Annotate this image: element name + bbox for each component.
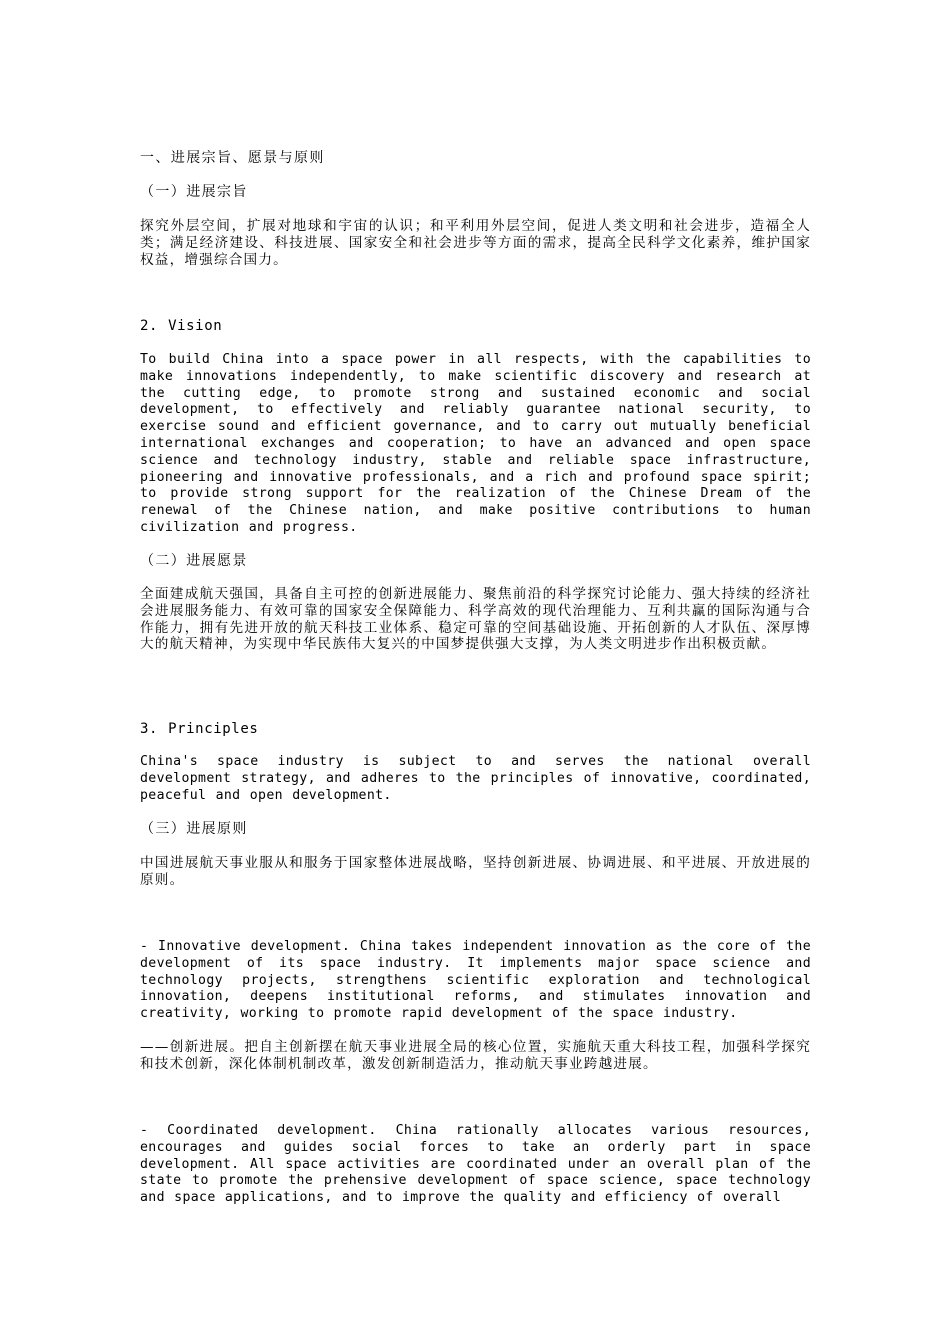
principles-heading-en: 3. Principles [140,721,259,737]
principles-heading-zh: （三）进展原则 [140,821,248,837]
innovative-development-paragraph-en: - Innovative development. China takes independent innovation as the core of the development of its space industry. It implements major space science and technology projects, strengthens scientific exploration and technological innovation, deepens institutional reforms, and stimulates innovation and creativity, working to promote rapid development of the space industry. [140,939,811,1022]
section-heading: 一、进展宗旨、愿景与原则 [140,150,325,166]
vision-heading-zh: （二）进展愿景 [140,553,248,569]
vision-paragraph-zh: 全面建成航天强国，具备自主可控的创新进展能力、聚焦前沿的科学探究讨论能力、强大持续的经济社会进展服务能力、有效可靠的国家安全保障能力、科学高效的现代治理能力、互利共赢的国际沟通与合作能力，拥有先进开放的航天科技工业体系、稳定可靠的空间基础设施、开拓创新的人才队伍、深厚博大的航天精神，为实现中华民族伟大复兴的中国梦提供强大支撑，为人类文明进步作出积极贡献。 [140,586,811,653]
purpose-paragraph-zh: 探究外层空间，扩展对地球和宇宙的认识；和平利用外层空间，促进人类文明和社会进步，造福全人类；满足经济建设、科技进展、国家安全和社会进步等方面的需求，提高全民科学文化素养，维护国家权益，增强综合国力。 [140,218,811,268]
principles-paragraph-zh: 中国进展航天事业服从和服务于国家整体进展战略，坚持创新进展、协调进展、和平进展、开放进展的原则。 [140,855,811,888]
vision-paragraph-en: To build China into a space power in all respects, with the capabilities to make innovations independently, to make scientific discovery and research at the cutting edge, to promote strong and sustained economic and social development, to effectively and reliably guarantee national security, to exercise sound and efficient governance, and to carry out mutually beneficial international exchanges and cooperation; to have an advanced and open space science and technology industry, stable and reliable space infrastructure, pioneering and innovative professionals, and a rich and profound space spirit; to provide strong support for the realization of the Chinese Dream of the renewal of the Chinese nation, and make positive contributions to human civilization and progress. [140,352,811,535]
purpose-heading-zh: （一）进展宗旨 [140,184,248,200]
innovative-development-paragraph-zh: ——创新进展。把自主创新摆在航天事业进展全局的核心位置，实施航天重大科技工程，加强科学探究和技术创新，深化体制机制改革，激发创新制造活力，推动航天事业跨越进展。 [140,1039,811,1072]
vision-heading-en: 2. Vision [140,318,223,334]
coordinated-development-paragraph-en: - Coordinated development. China rationally allocates various resources, encourages and guides social forces to take an orderly part in space development. All space activities are coordinated under an overall plan of the state to promote the prehensive development of space science, space technology and space applications, and to improve the quality and efficiency of overall [140,1123,811,1206]
principles-paragraph-en: China's space industry is subject to and serves the national overall development strategy, and adheres to the principles of innovative, coordinated, peaceful and open development. [140,754,811,803]
